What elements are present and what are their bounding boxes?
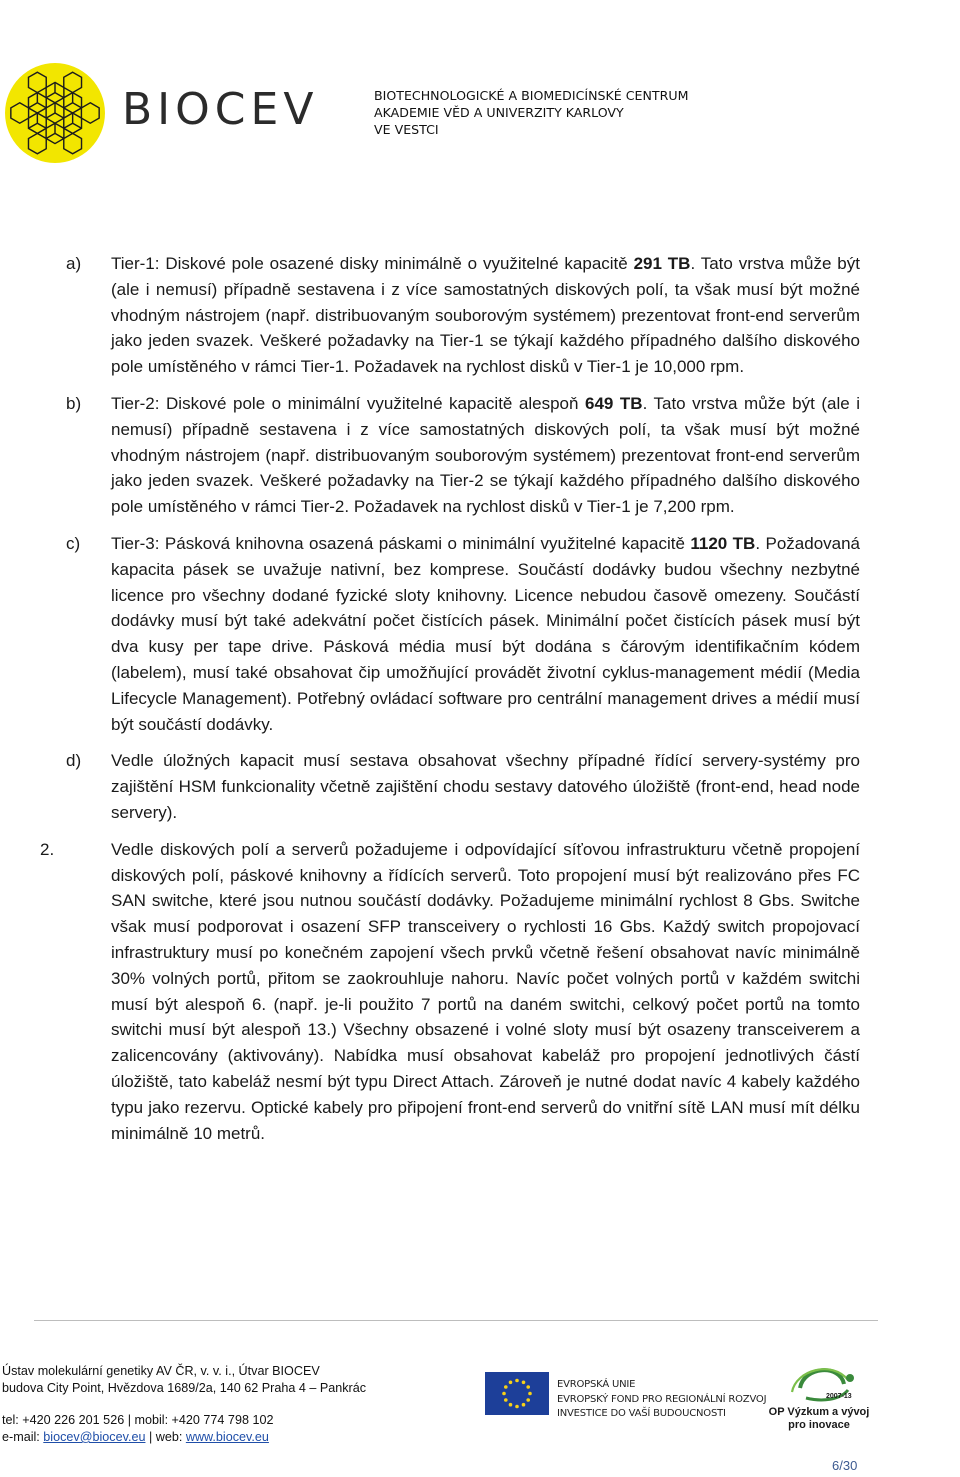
footer-address-line1: Ústav molekulární genetiky AV ČR, v. v. i., Útvar BIOCEV [2,1364,320,1378]
footer-contact [2,1429,269,1446]
eu-line: INVESTICE DO VAŠÍ BUDOUCNOSTI [557,1408,726,1419]
op-years: 2007-13 [826,1393,852,1400]
list-item-d [60,748,860,825]
biocev-logo-icon [4,62,106,164]
list-label: c) [66,533,81,553]
footer-divider [34,1320,878,1321]
list-item-a [60,251,860,380]
institution-name [374,87,688,138]
web-label: | web: [145,1430,186,1444]
op-line: pro inovace [788,1419,850,1431]
email-link[interactable]: biocev@biocev.eu [43,1430,146,1444]
eu-line: EVROPSKÁ UNIE [557,1379,636,1390]
op-line: OP Výzkum a vývoj [768,1406,870,1418]
list-label: b) [66,393,82,413]
footer-address-line2: budova City Point, Hvězdova 1689/2a, 140 62 Praha 4 – Pankrác [2,1381,367,1395]
list-text: Vedle úložných kapacit musí sestava obsahovat všechny případné řídící servery-systémy pro zajištění HSM funkcionality včetně zajištění chodu sestavy datového úložiště (front-end, head node servery). [111,751,860,822]
list-label: 2. [40,839,55,859]
brand-name: BIOCEV [122,84,319,135]
op-program-name [760,1406,878,1432]
institution-line: VE VESTCI [374,122,439,137]
web-link[interactable]: www.biocev.eu [185,1430,269,1444]
list-text: Tier-3: Pásková knihovna osazená páskami o minimální využitelné kapacitě 1120 TB. Požadovaná kapacita pásek se uvažuje nativní, bez komprese. Součástí dodávky budou všechny nezbytné licence pro všechny dodané fyzické sloty knihovny. Licence nebudou časově omezeny. Součástí dodávky musí být také adekvátní počet čistících pásek. Minimální počet čistících pásek musí být dva kusy per tape drive. Pásková média musí být dodána s čárovým identifikačním kódem (labelem), musí také obsahovat čip umožňující provádět životní cyklus-management médií (Media Lifecycle Management). Potřebný ovládací software pro centrální management drives a médií musí být součástí dodávky. [111,533,861,734]
list-label: d) [66,751,82,771]
numbered-item-2 [40,837,860,1147]
eu-flag-icon [485,1372,549,1415]
list-label: a) [66,254,82,273]
email-label: e-mail: [2,1430,44,1444]
footer-phone: tel: +420 226 201 526 | mobil: +420 774 798 102 [2,1413,274,1427]
page-number: 6/30 [832,1458,858,1473]
document-body [40,251,861,1157]
list-text: Vedle diskových polí a serverů požadujeme i odpovídající síťovou infrastrukturu včetně propojení diskových polí, páskové knihovny a řídících serverů. Toto propojení musí být realizováno přes FC SAN switche, které jsou nutnou součástí dodávky. Požadujeme minimální rychlost 8 Gbs. Switche však musí podporovat i osazení SFP transceivery o rychlosti 16 Gbs. Každý switch propojovací infrastruktury musí po konečném zapojení všech prvků včetně řešení obsahovat navíc minimálně 30% volných portů, přitom se zaokrouhluje nahoru. Navíc počet volných portů v každém switchi musí být alespoň 6. (např. je-li použito 7 portů na daném switchi, celkový počet portů na tomto switchi musí být alespoň 13.) Všechny obsazené i volné sloty musí být osazeny transceiverem a zalicencovány (aktivovány). Nabídka musí obsahovat kabeláž pro propojení jednotlivých částí úložiště, tato kabeláž nesmí být typu Direct Attach. Zároveň je nutné dodat navíc 4 kabely každého typu jako rezervu. Optické kabely pro připojení front-end serverů do vnitřní sítě LAN musí mít délku minimálně 10 metrů. [111,839,860,1143]
eu-line: EVROPSKÝ FOND PRO REGIONÁLNÍ ROZVOJ [557,1393,767,1405]
list-text: Tier-2: Diskové pole o minimální využitelné kapacitě alespoň 649 TB. Tato vrstva může být (ale i nemusí) případně sestavena i z více samostatných diskových polí, ta však musí být možné vhodným nástrojem (např. distribuovaným souborovým systémem) prezentovat front-end serverům jako jeden svazek. Veškeré požadavky na Tier-2 se týkají každého případného dalšího diskového pole umístěného v rámci Tier-2. Požadavek na rychlost disků v Tier-1 je 7,200 rpm. [111,393,861,517]
institution-line: BIOTECHNOLOGICKÉ A BIOMEDICÍNSKÉ CENTRUM [374,88,689,103]
list-text: Tier-1: Diskové pole osazené disky minimálně o využitelné kapacitě 291 TB. Tato vrstva může být (ale i nemusí) případně sestavena i z více samostatných diskových polí, ta však musí být možné vhodným nástrojem (např. distribuovaným souborovým systémem) prezentovat front-end serverům jako jeden svazek. Veškeré požadavky na Tier-1 se týkají každého případného dalšího diskového pole umístěného v rámci Tier-1. Požadavek na rychlost disků v Tier-1 je 10,000 rpm. [111,254,860,377]
institution-line: AKADEMIE VĚD A UNIVERZITY KARLOVY [374,105,624,120]
eu-funding-text [557,1378,766,1422]
list-item-b [60,391,860,520]
list-item-c [60,531,860,737]
